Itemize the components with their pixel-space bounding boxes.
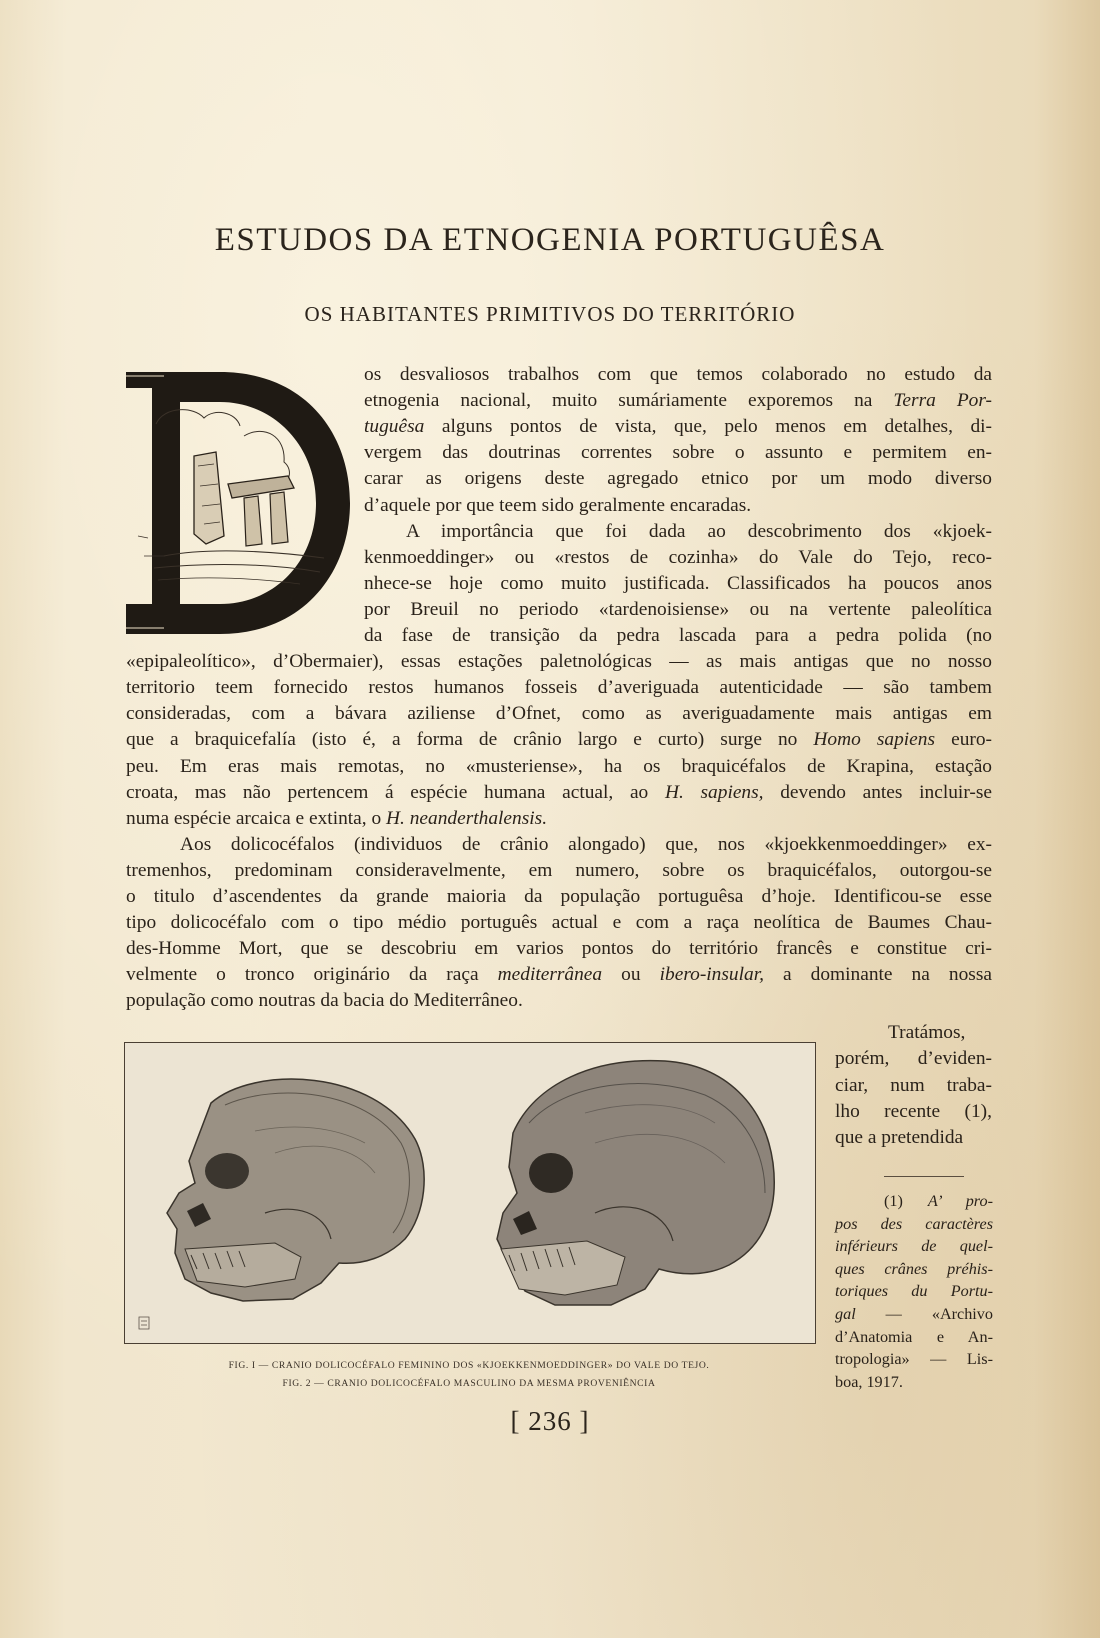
body-line: tuguêsa alguns pontos de vista, que, pelo menos em detalhes, di-	[364, 416, 992, 438]
body-line: da fase de transição da pedra lascada para a pedra polida (no	[364, 625, 992, 646]
footnote-line: boa, 1917.	[835, 1372, 903, 1391]
side-line: que a pretendida	[835, 1127, 964, 1149]
side-line: porém, d’eviden-	[835, 1048, 992, 1070]
body-line: por Breuil no periodo «tardenoisiense» ou na vertente paleolítica	[364, 598, 992, 620]
footnote-line: gal — «Archivo	[835, 1305, 993, 1323]
body-line: territorio teem fornecido restos humanos fosseis d’averiguada autenticidade — são tambem	[126, 677, 992, 699]
body-line: velmente o tronco originário da raça mediterrânea ou ibero-insular, a dominante na nossa	[126, 964, 992, 986]
body-line: croata, mas não pertencem á espécie humana actual, ao H. sapiens, devendo antes incluir-se	[126, 781, 992, 803]
figure-caption-2: FIG. 2 — CRANIO DOLICOCÉFALO MASCULINO DA MESMA PROVENIÊNCIA	[282, 1378, 656, 1389]
skull-figure	[124, 1042, 816, 1344]
side-line: ciar, num traba-	[835, 1074, 992, 1096]
side-line: Tratámos,	[888, 1022, 966, 1043]
footnote-line: (1) A’ pro-	[884, 1192, 993, 1210]
body-line: nhece-se hoje como muito justificada. Classificados ha poucos anos	[364, 572, 992, 594]
footnote-line: toriques du Portu-	[835, 1282, 993, 1301]
page-subtitle: OS HABITANTES PRIMITIVOS DO TERRITÓRIO	[304, 302, 796, 326]
dropcap-illustration	[124, 366, 354, 638]
body-line: os desvaliosos trabalhos com que temos colaborado no estudo da	[364, 364, 992, 385]
body-line: que a braquicefalía (isto é, a forma de crânio largo e curto) surge no Homo sapiens euro-	[126, 729, 992, 751]
side-line: lho recente (1),	[835, 1100, 992, 1122]
body-line: população como noutras da bacia do Mediterrâneo.	[126, 990, 523, 1012]
body-line: d’aquele por que teem sido geralmente encaradas.	[364, 494, 752, 516]
body-line: carar as origens deste agregado etnico por um modo diverso	[364, 468, 992, 490]
body-line: tremenhos, predominam consideravelmente, em numero, sobre os braquicéfalos, outorgou-se	[126, 859, 992, 881]
body-line: consideradas, com a bávara aziliense d’Ofnet, como as averiguadamente mais antigas em	[126, 703, 992, 725]
body-line: des-Homme Mort, que se descobriu em varios pontos do território francês e constitue cri-	[126, 938, 992, 960]
footnote-line: ques crânes préhis-	[835, 1259, 993, 1278]
body-line: peu. Em eras mais remotas, no «musteriense», ha os braquicéfalos de Krapina, estação	[126, 755, 992, 777]
body-line: «epipaleolítico», d’Obermaier), essas estações paletnológicas — as mais antigas que no nosso	[126, 651, 992, 673]
footnote-line: inférieurs de quel-	[835, 1237, 993, 1256]
page-number: [ 236 ]	[510, 1406, 590, 1436]
footnote-line: d’Anatomia e An-	[835, 1327, 993, 1346]
body-line: numa espécie arcaica e extinta, o H. neanderthalensis.	[126, 807, 548, 829]
footnote-rule	[884, 1176, 964, 1177]
body-line: o titulo d’ascendentes da grande maioria da população portuguêsa d’hoje. Identificou-se esse	[126, 886, 992, 907]
body-line: vergem das doutrinas correntes sobre o assunto e permitem en-	[364, 442, 992, 464]
body-line: Aos dolicocéfalos (individuos de crânio alongado) que, nos «kjoekkenmoeddinger» ex-	[180, 833, 992, 855]
footnote-line: pos des caractères	[835, 1214, 993, 1233]
page-title: ESTUDOS DA ETNOGENIA PORTUGUÊSA	[214, 222, 886, 258]
body-line: A importância que foi dada ao descobrimento dos «kjoek-	[406, 520, 992, 542]
body-line: kenmoeddinger» ou «restos de cozinha» do Vale do Tejo, reco-	[364, 546, 992, 568]
figure-caption-1: FIG. I — CRANIO DOLICOCÉFALO FEMININO DOS «KJOEKKENMOEDDINGER» DO VALE DO TEJO.	[228, 1360, 710, 1371]
body-line: tipo dolicocéfalo com o tipo médio português actual e com a raça neolítica de Baumes Chau-	[126, 912, 992, 934]
body-line: etnogenia nacional, muito sumáriamente exporemos na Terra Por-	[364, 390, 992, 412]
footnote-line: tropologia» — Lis-	[835, 1350, 993, 1369]
